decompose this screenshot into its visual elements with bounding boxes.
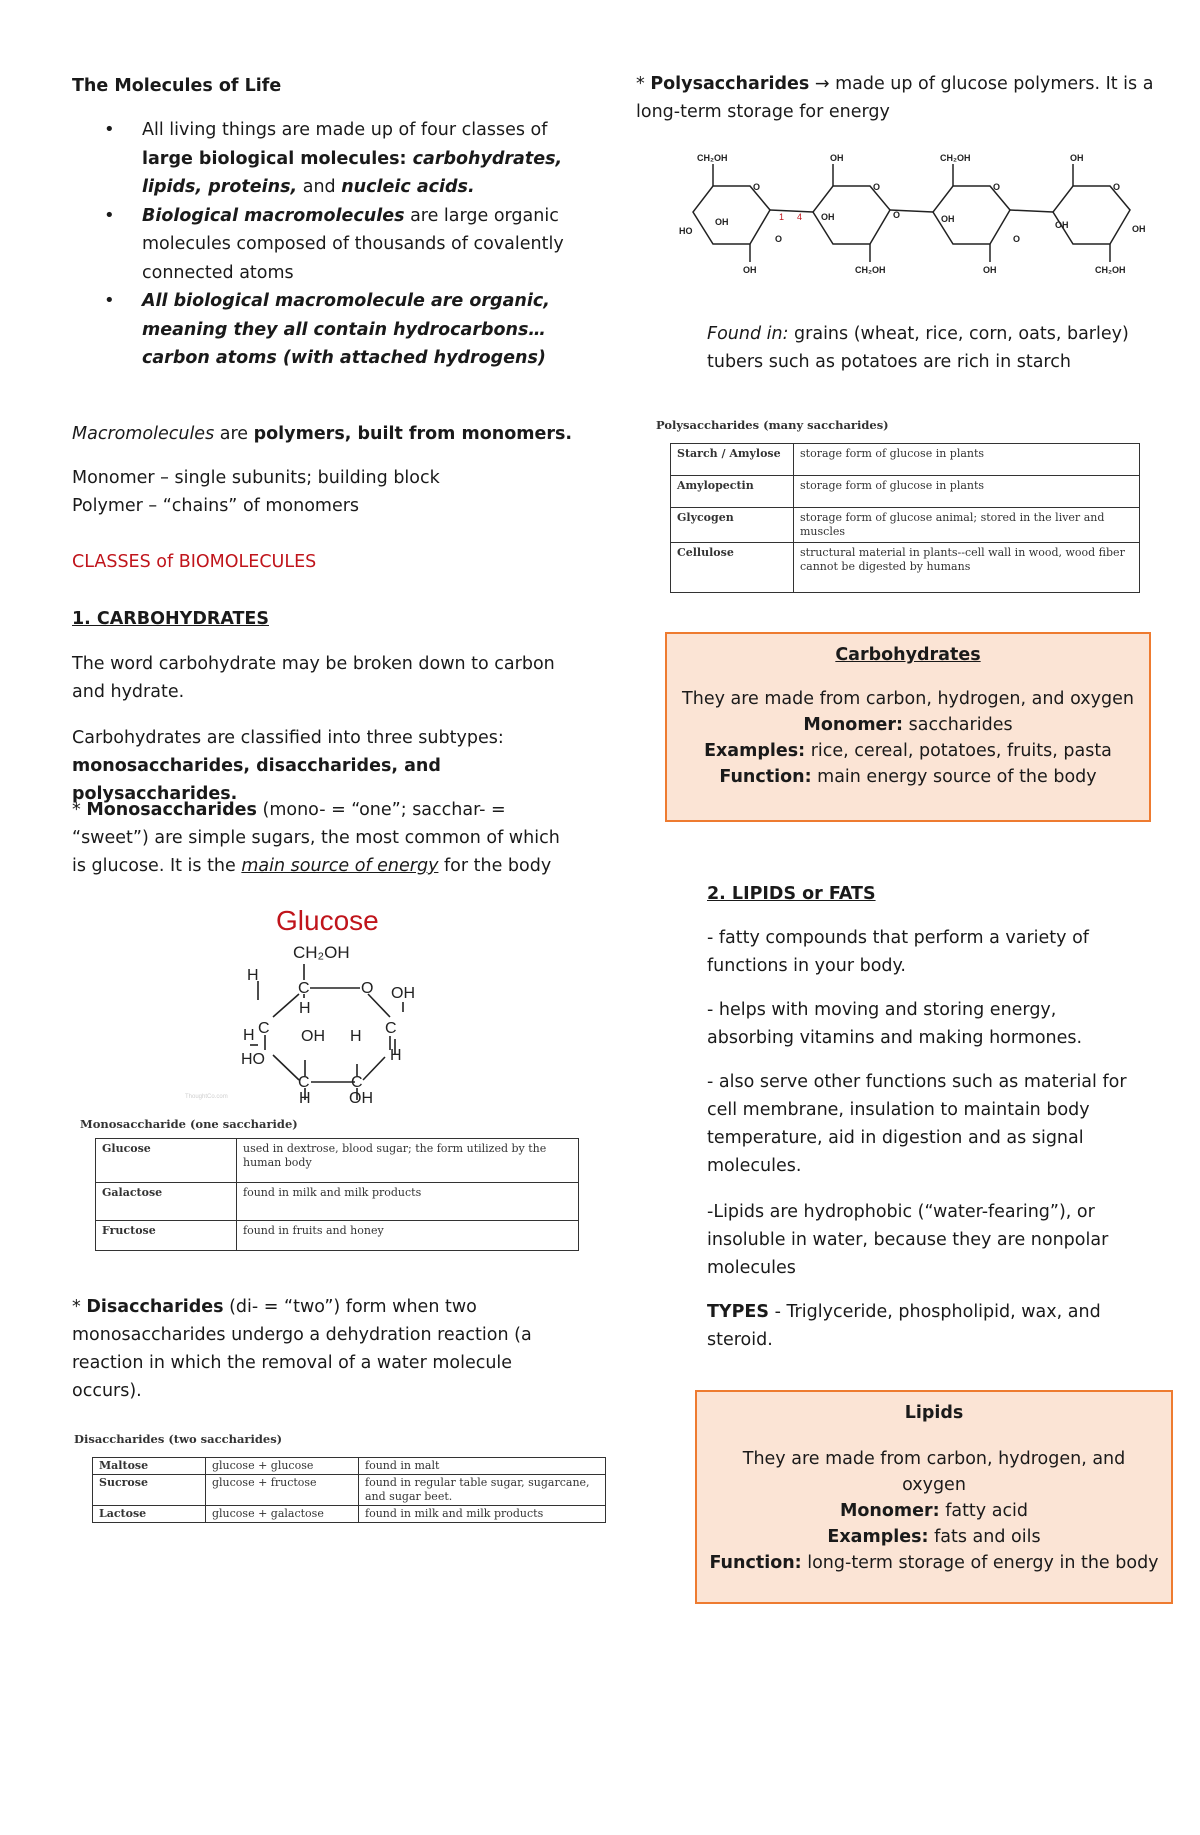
svg-text:O: O xyxy=(893,210,901,220)
svg-text:O: O xyxy=(361,980,374,997)
lipid-box-monomer: Monomer: fatty acid xyxy=(839,1501,1029,1521)
svg-text:CH₂OH: CH₂OH xyxy=(940,153,971,163)
svg-text:O: O xyxy=(993,182,1001,192)
lipids-summary-box xyxy=(695,1390,1173,1604)
table-row: Sucrose glucose + fructose found in regular table sugar, sugarcane, and sugar beet. xyxy=(93,1475,606,1506)
svg-text:CH₂OH: CH₂OH xyxy=(855,265,886,275)
lipid-box-line1: They are made from carbon, hydrogen, and oxygen xyxy=(742,1449,1126,1495)
lipid-paragraph-2: - helps with moving and storing energy, absorbing vitamins and making hormones. xyxy=(707,1000,1083,1048)
glucose-ch2oh-label: CH₂OH xyxy=(293,943,350,962)
svg-text:HO: HO xyxy=(679,226,693,236)
svg-text:OH: OH xyxy=(830,153,844,163)
polysaccharide-table xyxy=(670,443,1140,593)
svg-text:OH: OH xyxy=(743,265,757,275)
svg-text:CH₂OH: CH₂OH xyxy=(697,153,728,163)
table-row: Glycogen storage form of glucose animal; stored in the liver and muscles xyxy=(671,508,1140,543)
carb-box-title: Carbohydrates xyxy=(835,645,981,665)
svg-text:OH: OH xyxy=(983,265,997,275)
lipid-types: TYPES - Triglyceride, phospholipid, wax, and steroid. xyxy=(707,1302,1101,1350)
svg-text:OH: OH xyxy=(349,1090,373,1107)
svg-text:OH: OH xyxy=(391,985,415,1002)
monosaccharides-paragraph: * Monosaccharides (mono- = “one”; sacchar- = “sweet”) are simple sugars, the most common of which is glucose. It is the main source of energy for the body xyxy=(72,800,560,876)
bullet-item: • All living things are made up of four classes of large biological molecules: carbohydrates, lipids, proteins, and nucleic acids. xyxy=(72,116,592,202)
table-row: Starch / Amylose storage form of glucose in plants xyxy=(671,444,1140,476)
carbohydrates-heading: 1. CARBOHYDRATES xyxy=(72,609,269,629)
svg-text:H: H xyxy=(299,1090,311,1107)
polysaccharides-paragraph: * Polysaccharides → made up of glucose polymers. It is a long-term storage for energy xyxy=(636,74,1154,122)
svg-text:C: C xyxy=(351,1074,363,1091)
svg-text:H: H xyxy=(350,1028,362,1045)
monosaccharide-table-caption: Monosaccharide (one saccharide) xyxy=(80,1117,298,1131)
table-row: Fructose found in fruits and honey xyxy=(96,1221,579,1251)
svg-text:OH: OH xyxy=(715,217,729,227)
svg-text:O: O xyxy=(873,182,881,192)
svg-text:H: H xyxy=(247,967,259,984)
carb-paragraph-2: Carbohydrates are classified into three subtypes: monosaccharides, disaccharides, and polysaccharides. xyxy=(72,728,504,804)
svg-text:O: O xyxy=(775,234,783,244)
intro-bullets xyxy=(72,116,592,373)
table-row: Lactose glucose + galactose found in milk and milk products xyxy=(93,1506,606,1523)
table-row: Cellulose structural material in plants--cell wall in wood, wood fiber cannot be digested by humans xyxy=(671,543,1140,593)
svg-text:OH: OH xyxy=(301,1028,325,1045)
table-row: Galactose found in milk and milk products xyxy=(96,1183,579,1221)
table-row: Glucose used in dextrose, blood sugar; the form utilized by the human body xyxy=(96,1139,579,1183)
bullet-item: • All biological macromolecule are organic, meaning they all contain hydrocarbons… carbon atoms (with attached hydrogens) xyxy=(72,287,592,373)
disaccharide-table xyxy=(92,1457,606,1523)
carbohydrates-summary-box xyxy=(665,632,1151,822)
svg-text:CH₂OH: CH₂OH xyxy=(1095,265,1126,275)
monosaccharide-table xyxy=(95,1138,579,1251)
starch-chain-diagram xyxy=(675,150,1145,280)
bond-position-1: 1 xyxy=(779,212,785,222)
svg-text:OH: OH xyxy=(821,212,835,222)
glucose-bonds xyxy=(250,964,403,1100)
bullet-item: • Biological macromolecules are large organic molecules composed of thousands of covalently connected atoms xyxy=(72,202,592,288)
starch-labels xyxy=(679,153,1146,275)
svg-text:H: H xyxy=(299,1000,311,1017)
disaccharide-table-caption: Disaccharides (two saccharides) xyxy=(74,1432,283,1446)
lipid-box-title: Lipids xyxy=(904,1403,964,1423)
lipid-box-function: Function: long-term storage of energy in the body xyxy=(709,1553,1159,1573)
carb-paragraph-1: The word carbohydrate may be broken down to carbon and hydrate. xyxy=(72,654,555,702)
page-title: The Molecules of Life xyxy=(72,76,282,96)
classes-heading: CLASSES of BIOMOLECULES xyxy=(72,552,317,572)
svg-text:OH: OH xyxy=(1070,153,1084,163)
lipid-paragraph-1: - fatty compounds that perform a variety of functions in your body. xyxy=(707,928,1089,976)
svg-text:O: O xyxy=(1013,234,1021,244)
svg-text:C: C xyxy=(298,980,310,997)
glucose-watermark: ThoughtCo.com xyxy=(185,1094,228,1100)
carb-box-function: Function: main energy source of the body xyxy=(719,767,1097,787)
svg-text:H: H xyxy=(243,1027,255,1044)
lipid-paragraph-3: - also serve other functions such as material for cell membrane, insulation to maintain body temperature, aid in digestion and as signal molecules. xyxy=(707,1072,1127,1176)
svg-text:O: O xyxy=(1113,182,1121,192)
svg-text:H: H xyxy=(390,1047,402,1064)
svg-text:HO: HO xyxy=(241,1051,265,1068)
table-row: Amylopectin storage form of glucose in plants xyxy=(671,476,1140,508)
svg-text:OH: OH xyxy=(1132,224,1146,234)
polysaccharide-table-caption: Polysaccharides (many saccharides) xyxy=(656,418,889,432)
glucose-title: Glucose xyxy=(276,905,379,936)
monomer-definition: Monomer – single subunits; building block xyxy=(72,468,440,488)
carb-box-line1: They are made from carbon, hydrogen, and oxygen xyxy=(682,689,1134,709)
polymer-definition: Polymer – “chains” of monomers xyxy=(72,496,360,516)
glucose-structure-diagram xyxy=(185,900,455,1107)
svg-text:OH: OH xyxy=(1055,220,1069,230)
bond-position-4: 4 xyxy=(797,212,803,222)
lipid-paragraph-4: -Lipids are hydrophobic (“water-fearing”), or insoluble in water, because they are nonpolar molecules xyxy=(707,1202,1109,1278)
lipid-box-examples: Examples: fats and oils xyxy=(827,1527,1041,1547)
svg-text:OH: OH xyxy=(941,214,955,224)
lipids-heading: 2. LIPIDS or FATS xyxy=(707,884,876,904)
svg-text:C: C xyxy=(385,1020,397,1037)
macromolecule-line: Macromolecules are polymers, built from monomers. xyxy=(72,424,573,444)
svg-text:C: C xyxy=(298,1074,310,1091)
svg-text:O: O xyxy=(753,182,761,192)
carb-box-monomer: Monomer: saccharides xyxy=(803,715,1013,735)
svg-text:C: C xyxy=(258,1020,270,1037)
found-in-paragraph: Found in: grains (wheat, rice, corn, oats, barley) tubers such as potatoes are rich in starch xyxy=(707,324,1129,372)
carb-box-examples: Examples: rice, cereal, potatoes, fruits, pasta xyxy=(704,741,1112,761)
disaccharides-paragraph: * Disaccharides (di- = “two”) form when two monosaccharides undergo a dehydration reaction (a reaction in which the removal of a water molecule occurs). xyxy=(72,1297,532,1401)
starch-rings xyxy=(693,164,1130,262)
table-row: Maltose glucose + glucose found in malt xyxy=(93,1458,606,1475)
